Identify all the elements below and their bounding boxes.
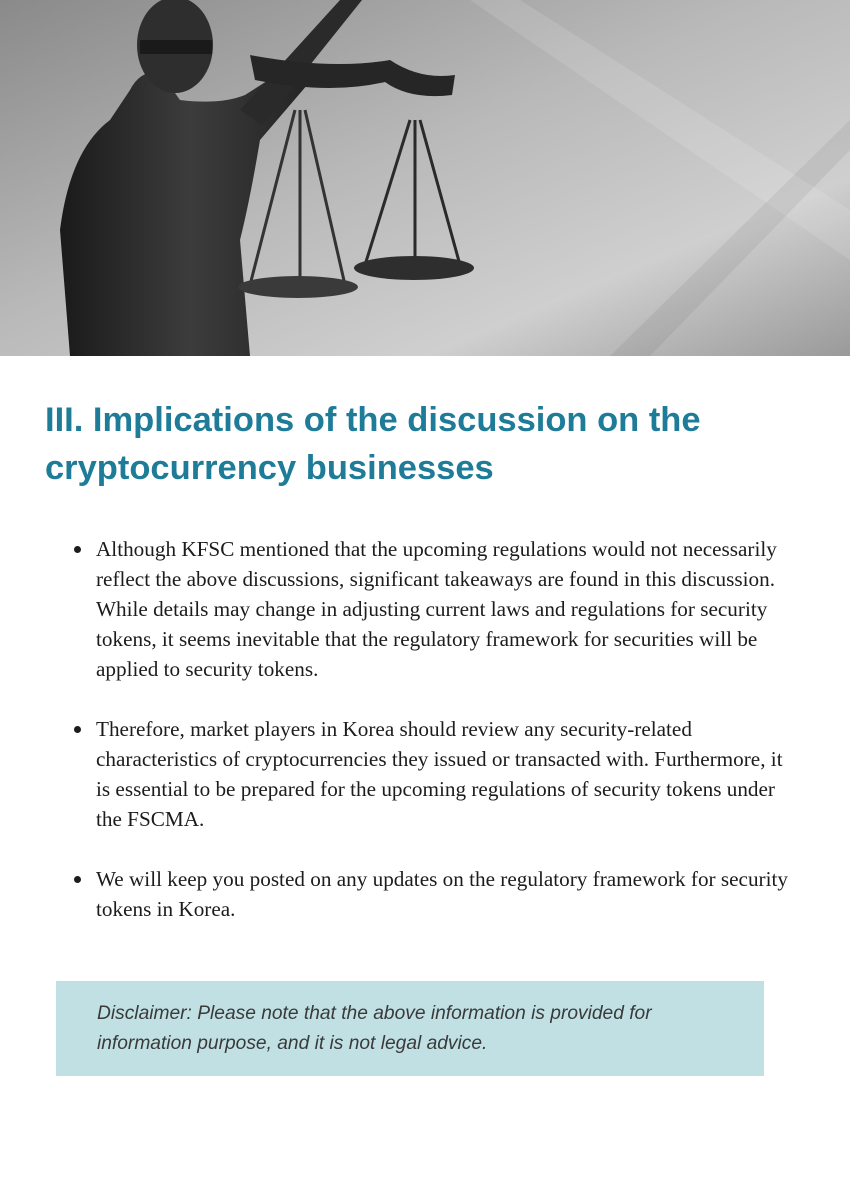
- list-item: [96, 864, 796, 924]
- list-item: [96, 534, 796, 684]
- bullet-dot-icon: [74, 546, 81, 553]
- bullet-text: Therefore, market players in Korea should review any security-related characteristics of cryptocurrencies they issued or transacted with. Furthermore, it is essential to be prepared for the upcoming regulations of security tokens under the FSCMA.: [96, 717, 783, 831]
- lady-justice-scales-icon: [0, 0, 850, 356]
- section-title: III. Implications of the discussion on the cryptocurrency businesses: [45, 401, 701, 487]
- bullet-list: [96, 534, 796, 954]
- bullet-dot-icon: [74, 876, 81, 883]
- bullet-dot-icon: [74, 726, 81, 733]
- disclaimer-box: [56, 981, 764, 1076]
- bullet-text: We will keep you posted on any updates on the regulatory framework for security tokens in Korea.: [96, 867, 788, 921]
- bullet-text: Although KFSC mentioned that the upcoming regulations would not necessarily reflect the above discussions, significant takeaways are found in this discussion. While details may change in adjusting current laws and regulations for security tokens, it seems inevitable that the regulatory framework for securities will be applied to security tokens.: [96, 537, 777, 681]
- list-item: [96, 714, 796, 834]
- header-image: [0, 0, 850, 356]
- disclaimer-text: Disclaimer: Please note that the above information is provided for information purpose, and it is not legal advice.: [97, 1003, 652, 1054]
